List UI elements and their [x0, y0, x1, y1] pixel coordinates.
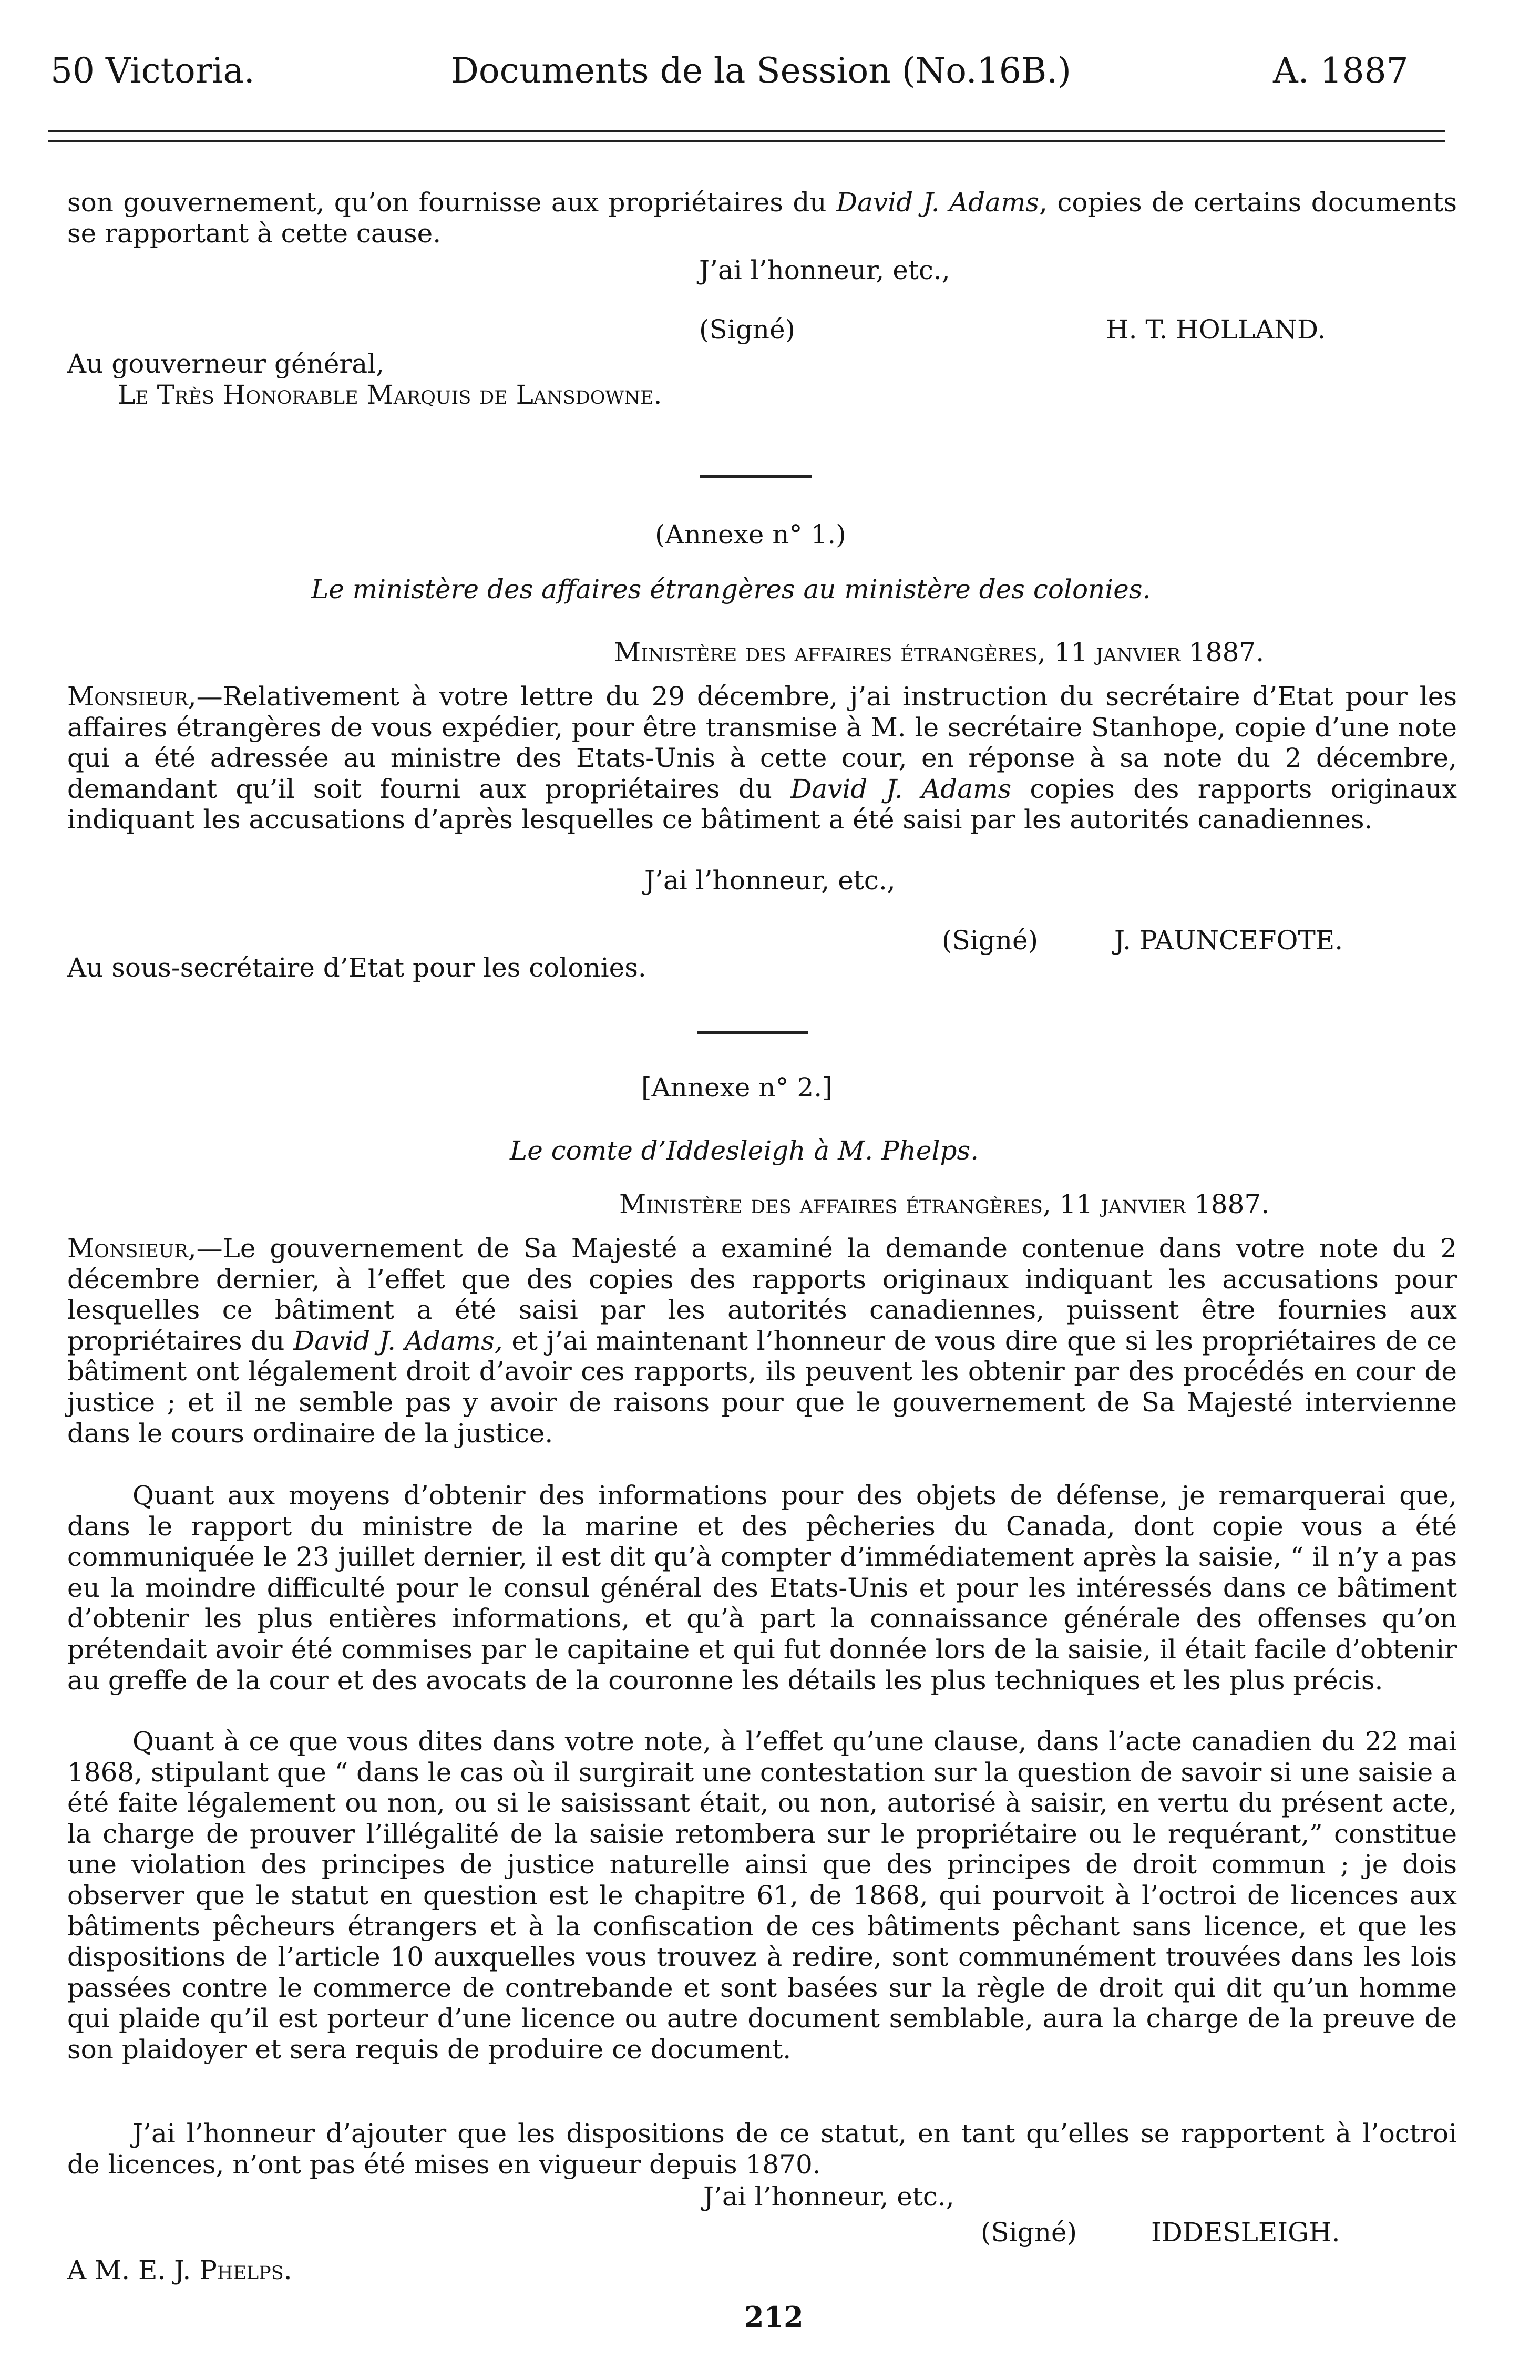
annex2-label: [Annexe n° 2.]: [641, 1072, 833, 1103]
annex2-dateline: Ministère des affaires étrangères, 11 janvier 1887.: [619, 1189, 1270, 1219]
italic-run: David J. Adams: [790, 773, 1012, 804]
annex1-signed: (Signé): [942, 925, 1039, 956]
annex1-body: [67, 681, 1457, 835]
header-rule-top: [48, 130, 1445, 132]
intro-addressee-line2: Le Très Honorable Marquis de Lansdowne.: [118, 379, 662, 410]
header-year: A. 1887: [1273, 50, 1409, 91]
annex2-paragraph-2: [67, 1480, 1457, 1696]
header-title: Documents de la Session (No.16B.): [451, 50, 1071, 91]
intro-signature: H. T. HOLLAND.: [1106, 314, 1326, 345]
annex1-dateline: Ministère des affaires étrangères, 11 janvier 1887.: [614, 637, 1265, 668]
annex1-closing: J’ai l’honneur, etc.,: [644, 865, 896, 896]
annex2-closing: J’ai l’honneur, etc.,: [703, 2181, 954, 2212]
italic-run: David J. Adams: [836, 187, 1040, 218]
text-run: et j’ai maintenant l’honneur de vous dire que si les propriétaires de ce bâtiment ont légalement droit d’avoir ces rapports, ils peuvent les obtenir par des procédés en cour de justice ; et il ne semble pas y avoir de raisons pour que le gouvernement de Sa Majesté intervienne dans le cours ordinaire de la justice.: [67, 1325, 1457, 1449]
annex2-paragraph-1: [67, 1233, 1457, 1449]
text-run: J’ai l’honneur d’ajouter que les dispositions de ce statut, en tant qu’elles se rapportent à l’octroi de licences, n’ont pas été mises en vigueur depuis 1870.: [67, 2118, 1457, 2180]
header-rule-bottom: [48, 140, 1445, 142]
annex2-paragraph-4: [67, 2118, 1457, 2180]
annex2-addressee: A M. E. J. Phelps.: [67, 2255, 292, 2285]
intro-paragraph: [67, 187, 1457, 249]
annex2-signed: (Signé): [981, 2217, 1077, 2248]
annex2-signature: IDDESLEIGH.: [1151, 2217, 1340, 2248]
annex1-title: Le ministère des affaires étrangères au ministère des colonies.: [311, 574, 1151, 604]
page-number: 212: [744, 2300, 804, 2334]
intro-closing: J’ai l’honneur, etc.,: [699, 255, 950, 285]
intro-addressee-line1: Au gouverneur général,: [67, 348, 385, 379]
text-run: Quant aux moyens d’obtenir des informations pour des objets de défense, je remarquerai que, dans le rapport du ministre de la marine et des pêcheries du Canada, dont copie vous a été communiquée le 23 juillet dernier, il est dit qu’à compter d’immédiatement après la saisie, “ il n’y a pas eu la moindre difficulté pour le consul général des Etats-Unis et pour les intéressés dans ce bâtiment d’obtenir les plus entières informations, et qu’à part la connaissance générale des offenses qu’on prétendait avoir été commises par le capitaine et qui fut donnée lors de la saisie, il était facile d’obtenir au greffe de la cour et des avocats de la couronne les détails les plus techniques et les plus précis.: [67, 1480, 1457, 1696]
text-run: Quant à ce que vous dites dans votre note, à l’effet qu’une clause, dans l’acte canadien du 22 mai 1868, stipulant que “ dans le cas où il surgirait une contestation sur la question de savoir si une saisie a été faite légalement ou non, ou si le saisissant était, ou non, autorisé à saisir, en vertu du présent acte, la charge de prouver l’illégalité de la saisie retombera sur le propriétaire ou le requérant,” constitue une violation des principes de justice naturelle ainsi que des principes de droit commun ; je dois observer que le statut en question est le chapitre 61, de 1868, qui pourvoit à l’octroi de licences aux bâtiments pêcheurs étrangers et à la confiscation de ces bâtiments pêchant sans licence, et que les dispositions de l’article 10 auxquelles vous trouvez à redire, sont communément trouvées dans les lois passées contre le commerce de contrebande et sont basées sur la règle de droit qui dit qu’un homme qui plaide qu’il est porteur d’une licence ou autre document semblable, aura la charge de la preuve de son plaidoyer et sera requis de produire ce document.: [67, 1726, 1457, 2065]
text-run: son gouvernement, qu’on fournisse aux propriétaires du: [67, 187, 837, 218]
salutation: Monsieur,: [67, 681, 197, 712]
annex2-paragraph-3: [67, 1726, 1457, 2065]
section-divider: [700, 475, 812, 478]
salutation: Monsieur,: [67, 1233, 197, 1264]
text-run: —Le gouvernement de Sa Majesté a examiné la demande contenue dans votre note du 2 décembre dernier, à l’effet que des copies des rapports originaux indiquant les accusations pour lesquelles ce bâtiment a été saisi par les autorités canadiennes, puissent être fournies aux propriétaires du: [67, 1233, 1457, 1356]
section-divider: [697, 1031, 808, 1034]
annex1-signature: J. PAUNCEFOTE.: [1114, 925, 1343, 956]
header-session-year: 50 Victoria.: [50, 50, 255, 91]
intro-signed: (Signé): [699, 314, 796, 345]
text-run: copies des rapports originaux indiquant les accusations d’après lesquelles ce bâtiment a été saisi par les autorités canadiennes.: [67, 773, 1457, 835]
annex1-addressee: Au sous-secrétaire d’Etat pour les colonies.: [67, 952, 646, 983]
annex2-title: Le comte d’Iddesleigh à M. Phelps.: [510, 1135, 979, 1166]
italic-run: David J. Adams,: [293, 1325, 503, 1356]
annex1-label: (Annexe n° 1.): [655, 519, 846, 550]
text-run: —Relativement à votre lettre du 29 décembre, j’ai instruction du secrétaire d’Etat pour les affaires étrangères de vous expédier, pour être transmise à M. le secrétaire Stanhope, copie d’une note qui a été adressée au ministre des Etats-Unis à cette cour, en réponse à sa note du 2 décembre, demandant qu’il soit fourni aux propriétaires du: [67, 681, 1457, 804]
text-run: , copies de certains documents se rapportant à cette cause.: [67, 187, 1457, 249]
